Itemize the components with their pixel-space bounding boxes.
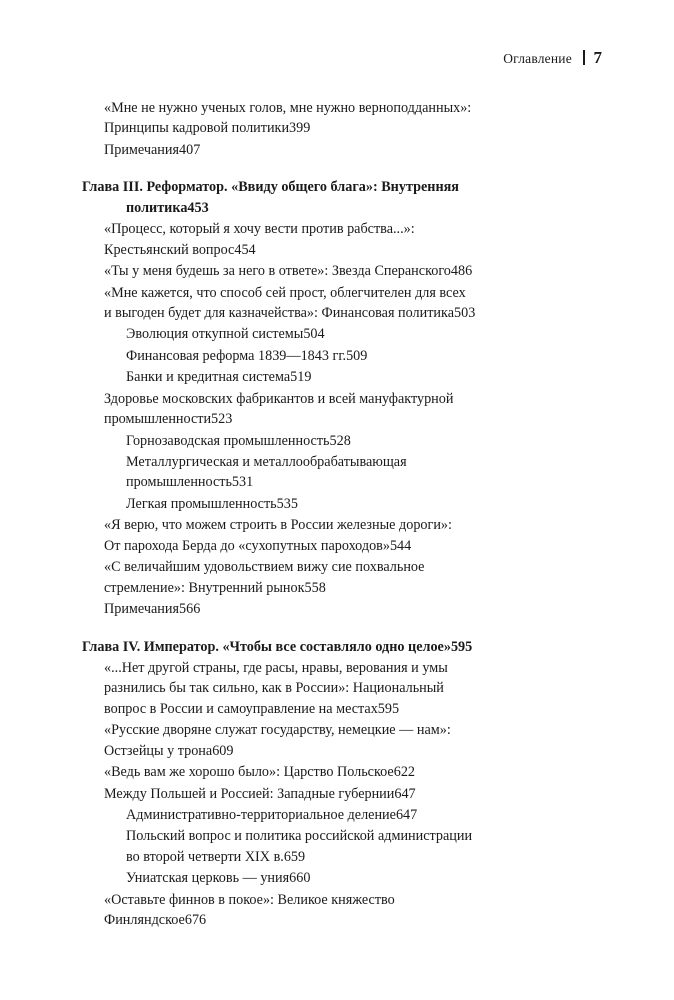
toc-entry-title: Финляндское (104, 912, 185, 929)
toc-entry-line: «Процесс, который я хочу вести против рабства...»: (104, 221, 415, 238)
toc-entry-lastline (104, 910, 602, 930)
toc-entry[interactable] (104, 784, 602, 804)
toc-entry[interactable] (126, 324, 602, 344)
toc-entry-title: политика (126, 199, 188, 216)
toc-entry-line: «С величайшим удовольствием вижу сие похвальное (104, 559, 425, 576)
toc-entry-lastline (126, 847, 602, 867)
toc-entry-title: стремление»: Внутренний рынок (104, 579, 305, 596)
toc-entry-line: «Оставьте финнов в покое»: Великое княжество (104, 891, 395, 908)
toc-entry-lastline (104, 261, 602, 281)
toc-entry-title: Финансовая реформа 1839—1843 гг. (126, 347, 347, 364)
toc-entry[interactable] (104, 599, 602, 619)
toc-entry-lastline (126, 324, 602, 344)
toc-entry-lastline (126, 472, 602, 492)
toc-page-number: 595 (450, 638, 473, 655)
toc-entry[interactable] (104, 890, 602, 931)
toc-entry-title: «Ведь вам же хорошо было»: Царство Польское (104, 764, 394, 781)
toc-entry-lastline (104, 762, 602, 782)
toc-entry-title: и выгоден будет для казначейства»: Финансовая политика (104, 304, 454, 321)
toc-entry-title: Крестьянский вопрос (104, 241, 235, 258)
toc-entry-line: «Я верю, что можем строить в России железные дороги»: (104, 517, 452, 534)
toc-entry-title: Между Польшей и Россией: Западные губернии (104, 785, 395, 802)
toc-page-number: 399 (289, 120, 311, 137)
toc-entry[interactable] (104, 219, 602, 260)
toc-entry-lastline (126, 367, 602, 387)
toc-entry[interactable] (126, 367, 602, 387)
toc-page-number: 519 (290, 369, 312, 386)
toc-page-number: 558 (304, 579, 326, 596)
toc-entry-title: Остзейцы у трона (104, 742, 213, 759)
toc-entry-lastline (104, 784, 602, 804)
toc-entry[interactable] (126, 452, 602, 493)
toc-entry-lastline (104, 536, 602, 556)
running-head-separator (583, 50, 585, 65)
toc-entry-line: Здоровье московских фабрикантов и всей мануфактурной (104, 390, 454, 407)
toc-entry[interactable] (126, 494, 602, 514)
toc-entry[interactable] (104, 515, 602, 556)
toc-entry-line: Глава III. Реформатор. «Ввиду общего блага»: Внутренняя (82, 179, 459, 196)
toc-entry[interactable] (104, 557, 602, 598)
toc-entry-lastline (104, 140, 602, 160)
toc-entry-title: Глава IV. Император. «Чтобы все составляло одно целое» (82, 638, 451, 655)
toc-entry[interactable] (126, 346, 602, 366)
toc-entry-title: Эволюция откупной системы (126, 326, 304, 343)
toc-entry-title: От парохода Берда до «сухопутных пароходов» (104, 537, 390, 554)
toc-page-number: 647 (395, 807, 418, 823)
toc-entry-lastline (126, 198, 646, 218)
toc-page-number: 622 (393, 764, 415, 781)
toc-page-number: 523 (211, 411, 233, 428)
toc-entry-title: Примечания (104, 601, 179, 618)
toc-entry-lastline (126, 346, 602, 366)
toc-entry-title: вопрос в России и самоуправление на местах (104, 700, 378, 717)
toc-entry-lastline (104, 599, 602, 619)
toc-entry-lastline (126, 805, 602, 825)
toc-entry-lastline (104, 578, 602, 598)
toc-entry-lastline (126, 431, 602, 451)
toc-page-number: 454 (234, 241, 256, 258)
toc-page-number: 647 (394, 785, 416, 802)
toc-entry-line: Польский вопрос и политика российской администрации (126, 828, 473, 845)
toc-entry-lastline (126, 494, 602, 514)
toc-entry-title: «Ты у меня будешь за него в ответе»: Звезда Сперанского (104, 263, 451, 280)
toc-entry[interactable] (104, 261, 602, 281)
toc-entry[interactable] (104, 762, 602, 782)
toc-entry-lastline (104, 303, 602, 323)
toc-entry[interactable] (104, 658, 602, 719)
toc-entry[interactable] (126, 826, 602, 867)
toc-entry-lastline (104, 240, 602, 260)
toc-page-number: 453 (187, 199, 209, 216)
toc-entry-line: «Мне кажется, что способ сей прост, облегчителен для всех (104, 284, 466, 301)
toc-entry-title: Примечания (104, 141, 179, 158)
toc-entry[interactable] (104, 720, 602, 761)
toc-page-number: 659 (283, 848, 306, 865)
toc-entry-line: Металлургическая и металлообрабатывающая (126, 454, 407, 470)
toc-entry[interactable] (104, 140, 602, 160)
toc-page-number: 504 (303, 326, 325, 343)
toc-entry[interactable] (126, 805, 602, 825)
toc-page-number: 531 (231, 474, 254, 491)
toc-entry-line: «Мне не нужно ученых голов, мне нужно верноподданных»: (104, 100, 472, 116)
toc-entry-title: во второй четверти XIX в. (126, 848, 284, 865)
toc-page-number: 676 (184, 912, 207, 929)
toc-entry-lastline (82, 637, 602, 657)
toc-entry-lastline (104, 699, 602, 719)
toc-entry-lastline (104, 741, 602, 761)
running-head-page-number: 7 (593, 48, 602, 67)
toc-page-number: 535 (276, 495, 298, 512)
toc-page-number: 544 (389, 537, 412, 554)
toc-page-number: 566 (179, 601, 201, 618)
toc-chapter-entry[interactable] (82, 177, 602, 218)
toc-entry[interactable] (104, 98, 602, 139)
toc-entry-line: «Русские дворяне служат государству, немецкие — нам»: (104, 722, 451, 739)
toc-entry-line: «...Нет другой страны, где расы, нравы, верования и умы (104, 659, 448, 676)
toc-entry-lastline (126, 868, 602, 888)
toc-entry-line: разнились бы так сильно, как в России»: Национальный (104, 680, 444, 697)
toc-entry-title: промышленности (104, 411, 212, 428)
toc-entry-title: промышленность (126, 474, 232, 491)
toc-page-number: 595 (377, 700, 400, 717)
toc-entry-lastline (104, 118, 602, 138)
running-head (82, 48, 602, 68)
running-head-title: Оглавление (503, 51, 572, 66)
toc-entry-title: Административно-территориальное деление (126, 807, 396, 823)
toc-entry[interactable] (126, 431, 602, 451)
toc-entry-title: Униатская церковь — уния (126, 870, 290, 887)
toc-entry-title: Горнозаводская промышленность (126, 432, 330, 449)
toc-entry[interactable] (126, 868, 602, 888)
toc-entry[interactable] (104, 389, 602, 430)
table-of-contents (82, 98, 602, 931)
toc-entry-title: Легкая промышленность (126, 495, 277, 512)
toc-entry-title: Принципы кадровой политики (104, 120, 290, 137)
toc-page-number: 509 (346, 347, 368, 364)
toc-page-number: 660 (289, 870, 311, 887)
toc-page-number: 609 (212, 742, 234, 759)
toc-page-number: 503 (454, 304, 476, 321)
toc-chapter-entry[interactable] (82, 637, 602, 657)
toc-page-number: 407 (179, 141, 201, 158)
toc-entry-title: Банки и кредитная система (126, 369, 291, 386)
toc-entry[interactable] (104, 283, 602, 324)
toc-page-number: 528 (329, 432, 351, 449)
toc-entry-lastline (104, 409, 602, 429)
toc-page-number: 486 (450, 263, 473, 280)
